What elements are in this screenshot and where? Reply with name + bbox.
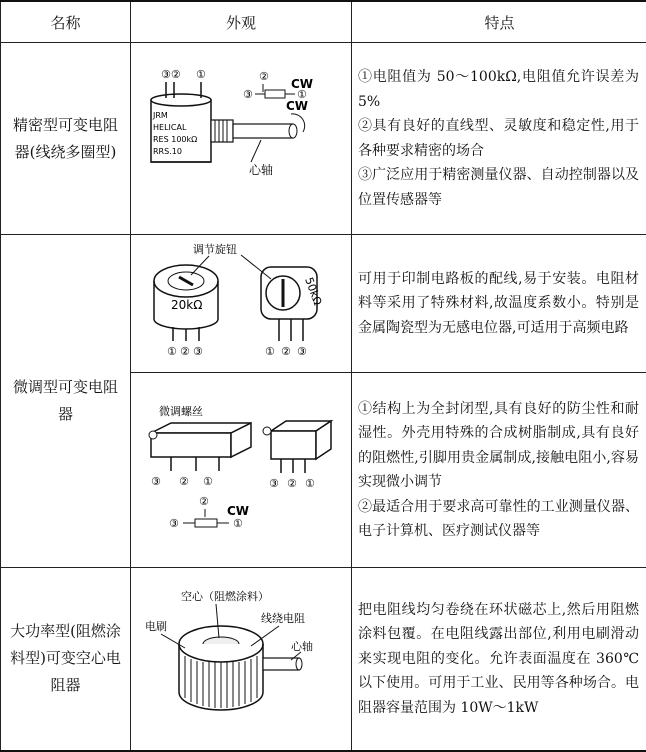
sym-3: ③ xyxy=(243,87,253,101)
pin-label: ③ xyxy=(297,345,307,358)
power-resistor-image xyxy=(131,568,352,751)
body-text: RES 100kΩ xyxy=(153,134,198,144)
pin-label: ① xyxy=(167,345,177,358)
value-label: 50kΩ xyxy=(302,275,325,308)
sym-2: ② xyxy=(259,69,269,83)
pin-label: ① xyxy=(265,345,275,358)
sealed-trimmer-drawing xyxy=(141,393,341,543)
row-features xyxy=(352,235,646,373)
pin-label: ② xyxy=(281,345,291,358)
shaft-label: 心轴 xyxy=(249,162,274,177)
sym-1: ① xyxy=(297,87,307,101)
header-appearance: 外观 xyxy=(131,1,352,43)
row-features xyxy=(352,373,646,568)
feature-text: ①结构上为全封闭型,具有良好的防尘性和耐湿性。外壳用特殊的合成树脂制成,具有良好的阻燃性,引脚用贵金属制成,接触电阻小,容易实现微小调节 xyxy=(358,400,639,490)
brush-label: 电刷 xyxy=(145,619,167,633)
trimmer-drawing xyxy=(141,239,341,364)
value-label: 20kΩ xyxy=(171,298,203,312)
feature-text: ③广泛应用于精密测量仪器、自动控制器以及位置传感器等 xyxy=(358,167,639,208)
body-text: RRS.10 xyxy=(153,146,182,156)
feature-text: ①电阻值为 50～100kΩ,电阻值允许误差为 5% xyxy=(358,69,639,110)
pin-label: ③ xyxy=(151,475,161,488)
feature-text: 把电阻线均匀卷绕在环状磁芯上,然后用阻燃涂料包覆。在电阻线露出部位,利用电刷滑动来实现电阻的变化。允许表面温度在 360℃以下使用。可用于工业、民用等各种场合。电阻器容量范围为 10W～1kW xyxy=(358,601,639,716)
sym-1: ① xyxy=(233,517,243,530)
trimmer-image xyxy=(131,235,352,373)
body-text: JRM xyxy=(153,110,168,120)
pin-label: ② xyxy=(287,477,297,490)
row-name: 微调型可变电阻器 xyxy=(1,235,131,568)
row-features xyxy=(352,43,646,235)
body-text: HELICAL xyxy=(153,122,187,132)
sym-cw: CW xyxy=(227,504,250,518)
row-features xyxy=(352,568,646,751)
feature-text: ②最适合用于要求高可靠性的工业测量仪器、电子计算机、医疗测试仪器等 xyxy=(358,498,639,539)
knob-label: 调节旋钮 xyxy=(193,243,237,256)
power-resistor-drawing xyxy=(141,582,341,732)
row-name: 精密型可变电阻器(线绕多圈型) xyxy=(1,43,131,235)
feature-text: 可用于印制电路板的配线,易于安装。电阻材料等采用了特殊材料,故温度系数小。特别是金属陶瓷型为无感电位器,可适用于高频电路 xyxy=(358,270,639,336)
table-row xyxy=(1,43,646,235)
core-label: 空心（阻燃涂料） xyxy=(181,589,269,603)
pin-label: ① xyxy=(203,475,213,488)
pin-label: ③ xyxy=(269,477,279,490)
table-row xyxy=(1,568,646,751)
precision-resistor-image xyxy=(131,43,352,235)
header-name: 名称 xyxy=(1,1,131,43)
precision-resistor-drawing xyxy=(141,62,341,212)
row-name: 大功率型(阻燃涂料型)可变空心电阻器 xyxy=(1,568,131,751)
pin-label: ② xyxy=(180,345,190,358)
pin-label: ③ xyxy=(193,345,203,358)
feature-text: ②具有良好的直线型、灵敏度和稳定性,用于各种要求精密的场合 xyxy=(358,118,639,159)
wire-label: 线绕电阻 xyxy=(261,611,305,625)
sym-cw: CW xyxy=(291,76,314,91)
pin1-label: ① xyxy=(196,67,206,81)
sym-2: ② xyxy=(199,495,209,508)
pin-label: ① xyxy=(305,477,315,490)
header-row xyxy=(1,1,646,43)
sym-3: ③ xyxy=(169,517,179,530)
header-features: 特点 xyxy=(352,1,646,43)
table-row xyxy=(1,235,646,373)
shaft-label: 心轴 xyxy=(291,639,313,653)
cw-label: CW xyxy=(286,98,309,113)
screw-label: 微调螺丝 xyxy=(159,405,203,418)
pins-label: ③② xyxy=(161,67,181,81)
sealed-trimmer-image xyxy=(131,373,352,568)
pin-label: ② xyxy=(179,475,189,488)
